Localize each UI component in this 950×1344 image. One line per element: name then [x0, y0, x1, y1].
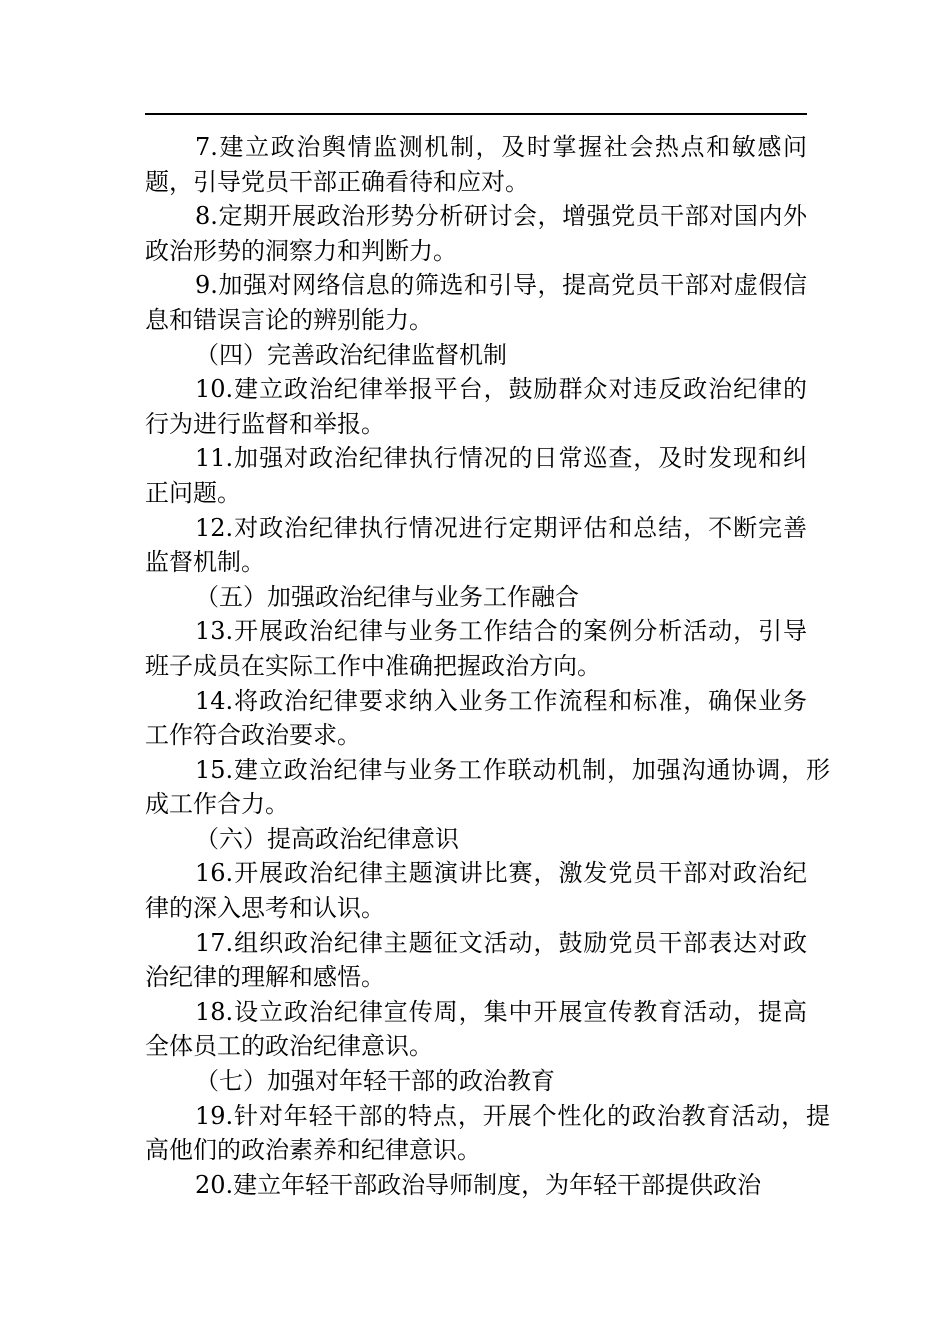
item-10-paragraph: 10.建立政治纪律举报平台，鼓励群众对违反政治纪律的行为进行监督和举报。 [145, 375, 807, 438]
header-rule [145, 113, 807, 115]
item-17-paragraph: 17.组织政治纪律主题征文活动，鼓励党员干部表达对政治纪律的理解和感悟。 [145, 928, 807, 992]
item-18-paragraph: 18.设立政治纪律宣传周，集中开展宣传教育活动，提高全体员工的政治纪律意识。 [145, 997, 807, 1061]
section-4-heading: （四）完善政治纪律监督机制 [195, 340, 507, 369]
item-14-paragraph: 14.将政治纪律要求纳入业务工作流程和标准，确保业务工作符合政治要求。 [145, 686, 807, 750]
item-13-paragraph: 13.开展政治纪律与业务工作结合的案例分析活动，引导班子成员在实际工作中准确把握政治方向。 [145, 617, 807, 680]
item-12-paragraph: 12.对政治纪律执行情况进行定期评估和总结，不断完善监督机制。 [145, 513, 807, 577]
item-16-paragraph: 16.开展政治纪律主题演讲比赛，激发党员干部对政治纪律的深入思考和认识。 [145, 859, 807, 923]
section-5-heading: （五）加强政治纪律与业务工作融合 [195, 582, 579, 611]
item-19-paragraph: 19.针对年轻干部的特点，开展个性化的政治教育活动，提高他们的政治素养和纪律意识。 [145, 1101, 830, 1165]
item-8-paragraph: 8.定期开展政治形势分析研讨会，增强党员干部对国内外政治形势的洞察力和判断力。 [145, 202, 807, 265]
item-7-paragraph: 7.建立政治舆情监测机制，及时掌握社会热点和敏感问题，引导党员干部正确看待和应对。 [145, 133, 807, 196]
section-7-heading: （七）加强对年轻干部的政治教育 [195, 1067, 555, 1096]
item-9-paragraph: 9.加强对网络信息的筛选和引导，提高党员干部对虚假信息和错误言论的辨别能力。 [145, 271, 807, 334]
item-15-paragraph: 15.建立政治纪律与业务工作联动机制，加强沟通协调，形成工作合力。 [145, 755, 830, 819]
document-body [145, 130, 830, 1202]
section-6-heading: （六）提高政治纪律意识 [195, 824, 459, 853]
item-11-paragraph: 11.加强对政治纪律执行情况的日常巡查，及时发现和纠正问题。 [145, 444, 807, 507]
item-20-paragraph: 20.建立年轻干部政治导师制度，为年轻干部提供政治 [195, 1170, 762, 1199]
